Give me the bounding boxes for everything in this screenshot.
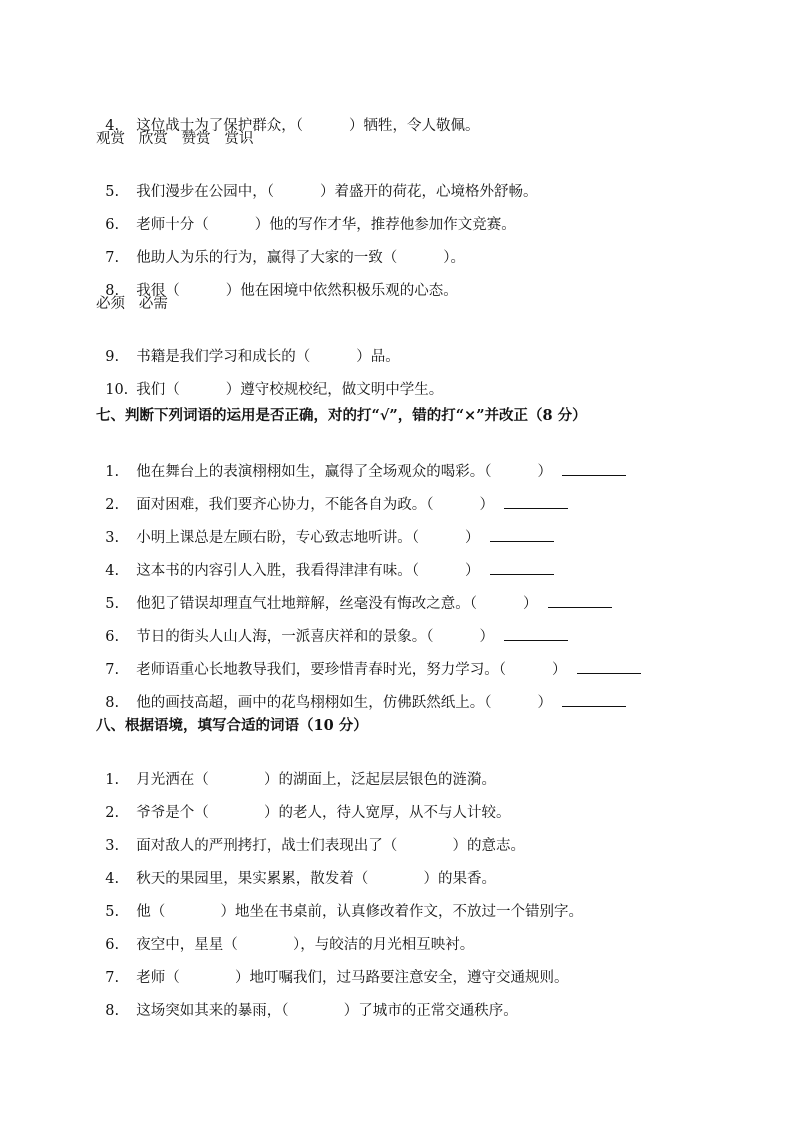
question-text: 老师语重心长地教导我们，要珍惜青春时光，努力学习。（ ） <box>136 662 567 678</box>
question-text: 爷爷是个（ ）的老人，待人宽厚，从不与人计较。 <box>136 805 511 821</box>
question-text: 老师十分（ ）他的写作才华，推荐他参加作文竞赛。 <box>136 217 516 233</box>
question-number: 1. <box>105 464 120 480</box>
question-text: 月光洒在（ ）的湖面上，泛起层层银色的涟漪。 <box>136 772 497 788</box>
question-text: 我们漫步在公园中，（ ）着盛开的荷花，心境格外舒畅。 <box>136 184 538 200</box>
question-number: 3. <box>105 838 120 854</box>
question-number: 6. <box>105 629 120 645</box>
question-text: 我们（ ）遵守校规校纪，做文明中学生。 <box>136 382 444 398</box>
question-text: 他在舞台上的表演栩栩如生，赢得了全场观众的喝彩。（ ） <box>136 464 553 480</box>
word-options: 必须 必需 <box>96 296 168 312</box>
question-number: 7. <box>105 970 120 986</box>
answer-line[interactable] <box>562 460 626 476</box>
question-text: 这位战士为了保护群众，（ ）牺牲，令人敬佩。 <box>136 118 480 134</box>
question-text: 夜空中，星星（ ），与皎洁的月光相互映衬。 <box>136 937 475 953</box>
section-heading: 八、根据语境，填写合适的词语（10 分） <box>96 717 368 734</box>
question-number: 4. <box>105 871 120 887</box>
question-number: 8. <box>105 1003 120 1019</box>
question-number: 5. <box>105 904 120 920</box>
question-text: 这本书的内容引人入胜，我看得津津有味。（ ） <box>136 563 480 579</box>
question-text: 面对困难，我们要齐心协力，不能各自为政。（ ） <box>136 497 495 513</box>
question-number: 9. <box>105 349 120 365</box>
question-text: 他（ ）地坐在书桌前，认真修改着作文，不放过一个错别字。 <box>136 904 584 920</box>
question-text: 秋天的果园里，果实累累，散发着（ ）的果香。 <box>136 871 497 887</box>
question-number: 3. <box>105 530 120 546</box>
answer-line[interactable] <box>562 691 626 707</box>
question-number: 8. <box>105 695 120 711</box>
question-number: 5. <box>105 596 120 612</box>
question-item <box>96 671 626 713</box>
question-number: 4. <box>105 118 120 134</box>
question-number: 4. <box>105 563 120 579</box>
question-number: 8. <box>105 283 120 299</box>
question-text: 我很（ ）他在困境中依然积极乐观的心态。 <box>136 283 458 299</box>
question-number: 7. <box>105 662 120 678</box>
question-item <box>96 360 443 400</box>
question-text: 小明上课总是左顾右盼，专心致志地听讲。（ ） <box>136 530 480 546</box>
word-options: 观赏 欣赏 赞赏 赏识 <box>96 131 254 147</box>
question-text: 老师（ ）地叮嘱我们，过马路要注意安全，遵守交通规则。 <box>136 970 569 986</box>
question-number: 6. <box>105 217 120 233</box>
question-number: 2. <box>105 805 120 821</box>
question-number: 5. <box>105 184 120 200</box>
question-number: 2. <box>105 497 120 513</box>
question-number: 10. <box>105 382 129 398</box>
section-heading: 七、判断下列词语的运用是否正确，对的打“√”，错的打“×”并改正（8 分） <box>96 407 587 424</box>
question-item <box>96 981 518 1021</box>
question-text: 书籍是我们学习和成长的（ ）品。 <box>136 349 400 365</box>
question-text: 他助人为乐的行为，赢得了大家的一致（ ）。 <box>136 250 466 266</box>
question-number: 7. <box>105 250 120 266</box>
question-text: 这场突如其来的暴雨，（ ）了城市的正常交通秩序。 <box>136 1003 518 1019</box>
question-number: 1. <box>105 772 120 788</box>
question-text: 他的画技高超，画中的花鸟栩栩如生，仿佛跃然纸上。（ ） <box>136 695 553 711</box>
question-number: 6. <box>105 937 120 953</box>
question-text: 面对敌人的严刑拷打，战士们表现出了（ ）的意志。 <box>136 838 526 854</box>
question-text: 他犯了错误却理直气壮地辩解，丝毫没有悔改之意。（ ） <box>136 596 538 612</box>
question-text: 节日的街头人山人海，一派喜庆祥和的景象。（ ） <box>136 629 495 645</box>
